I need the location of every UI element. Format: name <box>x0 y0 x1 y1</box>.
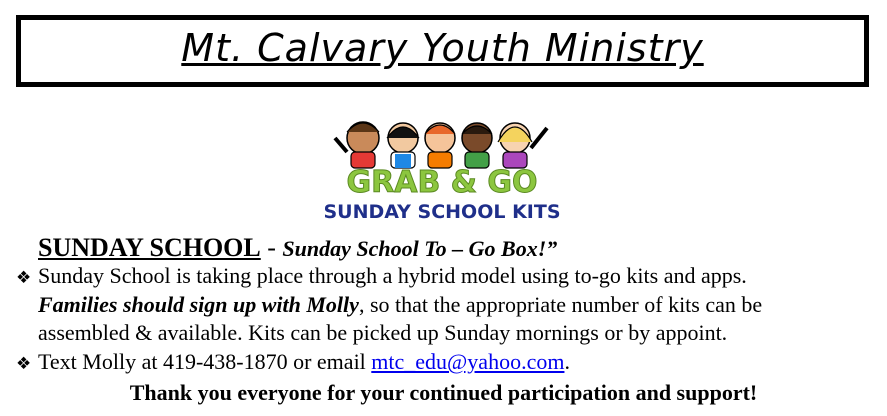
thank-you-message: Thank you everyone for your continued participation and support! <box>129 380 758 405</box>
bullet-1-emphasis: Families should sign up with Molly <box>38 292 359 317</box>
kid-5 <box>498 123 547 168</box>
bullet-1-rest: , so that the appropriate number of kits can be <box>358 292 763 317</box>
kid-2 <box>387 123 419 168</box>
subheading: Sunday School To – Go Box!” <box>282 236 558 261</box>
bullet-1-line2 <box>38 292 762 318</box>
heading-separator: - <box>260 233 283 262</box>
bullet-1-line1 <box>16 263 747 289</box>
logo-line2: SUNDAY SCHOOL KITS <box>325 201 560 223</box>
diamond-bullet-icon: ❖ <box>16 354 32 374</box>
title-box <box>16 15 869 87</box>
bullet-2 <box>16 349 570 375</box>
kid-4 <box>462 123 492 168</box>
logo-line1: GRAB & GO <box>346 165 538 200</box>
grab-and-go-logo <box>325 108 560 223</box>
bullet-1-line3 <box>38 320 727 346</box>
page-title: Mt. Calvary Youth Ministry <box>181 26 704 70</box>
bullet-1-text-3: assembled & available. Kits can be picked up Sunday mornings or by appoint. <box>38 320 728 345</box>
kids-illustration <box>325 108 560 223</box>
section-heading <box>38 233 557 263</box>
kid-3 <box>425 123 455 168</box>
bullet-2-end: . <box>564 349 570 374</box>
diamond-bullet-icon: ❖ <box>16 268 32 288</box>
heading-sunday-school: SUNDAY SCHOOL <box>38 233 261 262</box>
bullet-1-text: Sunday School is taking place through a hybrid model using to-go kits and apps. <box>38 263 747 288</box>
email-link[interactable]: mtc_edu@yahoo.com <box>371 349 565 374</box>
bullet-2-text: Text Molly at 419-438-1870 or email <box>38 349 372 374</box>
kid-1 <box>335 122 379 168</box>
